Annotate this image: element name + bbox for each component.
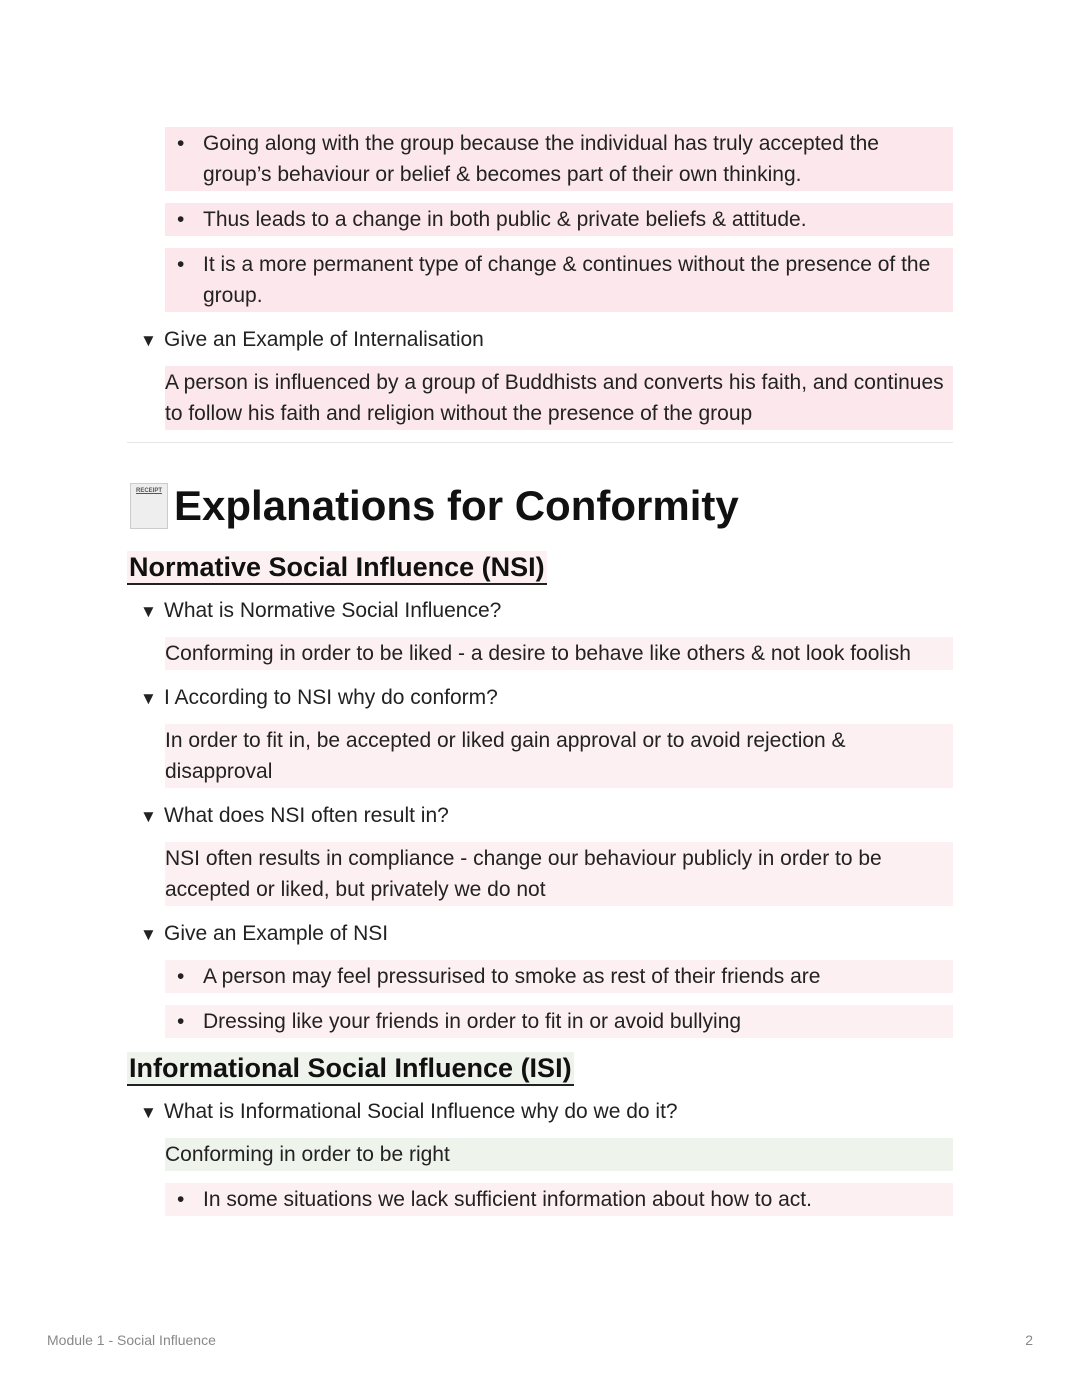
- bullet-text: In some situations we lack sufficient information about how to act.: [203, 1188, 812, 1211]
- bullet-item: • It is a more permanent type of change & continues without the presence of the group.: [165, 248, 953, 312]
- bullet-item: • Dressing like your friends in order to fit in or avoid bullying: [165, 1005, 953, 1038]
- toggle-nsi-example[interactable]: [140, 918, 953, 950]
- toggle-label: What does NSI often result in?: [164, 804, 449, 827]
- toggle-nsi-result[interactable]: [140, 800, 953, 832]
- triangle-down-icon: ▼: [140, 807, 157, 826]
- triangle-down-icon: ▼: [140, 1103, 157, 1122]
- isi-heading: Informational Social Influence (ISI): [127, 1052, 574, 1086]
- triangle-down-icon: ▼: [140, 689, 157, 708]
- page-content: [127, 127, 953, 1228]
- toggle-answer: NSI often results in compliance - change our behaviour publicly in order to be accepted or liked, but privately we do not: [165, 842, 953, 906]
- page-heading: [130, 479, 953, 533]
- bullet-text: A person may feel pressurised to smoke as rest of their friends are: [203, 965, 821, 988]
- bullet-text: Dressing like your friends in order to fit in or avoid bullying: [203, 1010, 742, 1033]
- footer-page-number: 2: [1025, 1332, 1033, 1348]
- toggle-label: Give an Example of Internalisation: [164, 328, 484, 351]
- bullet-item: • In some situations we lack sufficient information about how to act.: [165, 1183, 953, 1216]
- bullet-item: • Thus leads to a change in both public & private beliefs & attitude.: [165, 203, 953, 236]
- toggle-answer: In order to fit in, be accepted or liked gain approval or to avoid rejection & disapproval: [165, 724, 953, 788]
- triangle-down-icon: ▼: [140, 602, 157, 621]
- toggle-answer: Conforming in order to be liked - a desire to behave like others & not look foolish: [165, 637, 953, 670]
- toggle-nsi-why[interactable]: [140, 682, 953, 714]
- bullet-item: • Going along with the group because the individual has truly accepted the group’s behaviour or belief & becomes part of their own thinking.: [165, 127, 953, 191]
- toggle-answer: A person is influenced by a group of Buddhists and converts his faith, and continues to follow his faith and religion without the presence of the group: [165, 366, 953, 430]
- receipt-icon: RECEIPT: [130, 483, 168, 529]
- heading-title: Explanations for Conformity: [174, 482, 739, 529]
- toggle-label: What is Normative Social Influence?: [164, 599, 502, 622]
- bullet-text: It is a more permanent type of change & continues without the presence of the group.: [203, 253, 931, 307]
- toggle-label: Give an Example of NSI: [164, 922, 389, 945]
- toggle-nsi-what[interactable]: [140, 595, 953, 627]
- bullet-text: Going along with the group because the individual has truly accepted the group’s behaviour or belief & becomes part of their own thinking.: [203, 132, 879, 186]
- toggle-label: I According to NSI why do conform?: [164, 686, 498, 709]
- toggle-label: What is Informational Social Influence why do we do it?: [164, 1100, 678, 1123]
- triangle-down-icon: ▼: [140, 331, 157, 350]
- divider: [127, 442, 953, 443]
- toggle-answer: Conforming in order to be right: [165, 1138, 953, 1171]
- toggle-isi-what[interactable]: [140, 1096, 953, 1128]
- bullet-text: Thus leads to a change in both public & private beliefs & attitude.: [203, 208, 807, 231]
- footer-module: Module 1 - Social Influence: [47, 1332, 216, 1348]
- bullet-item: • A person may feel pressurised to smoke as rest of their friends are: [165, 960, 953, 993]
- toggle-internalisation-example[interactable]: [140, 324, 953, 356]
- nsi-heading: Normative Social Influence (NSI): [127, 551, 547, 585]
- triangle-down-icon: ▼: [140, 925, 157, 944]
